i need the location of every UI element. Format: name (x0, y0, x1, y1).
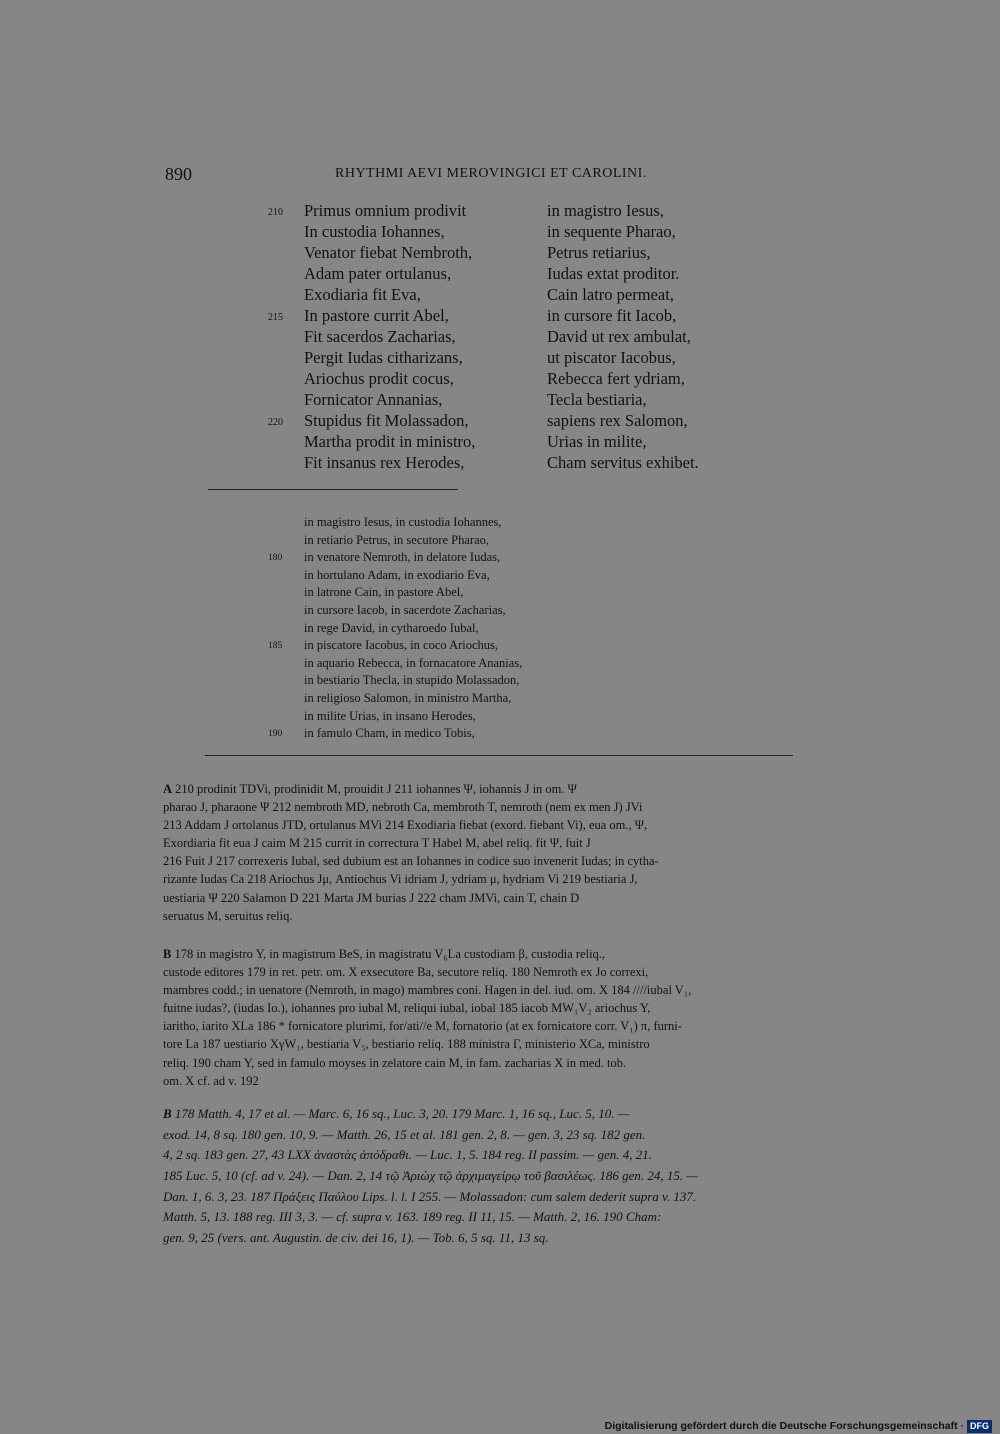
apparatus-siglum: B (163, 947, 172, 961)
digitization-footer (605, 1418, 992, 1434)
prose-line (268, 532, 608, 550)
verse-second-half: Cham servitus exhibet. (547, 453, 699, 472)
prose-text: in retiario Petrus, in secutore Pharao, (304, 532, 490, 547)
verse-line (268, 221, 768, 242)
apparatus-text: mambres codd.; in uenatore (Nemroth, in mago) mambres coni. Hagen in del. iud. om. X 184 ////iubal V₁, (163, 983, 692, 998)
apparatus-line (163, 981, 838, 999)
verse-first-half: Pergit Iudas citharizans, (304, 348, 463, 367)
running-title: RHYTHMI AEVI MEROVINGICI ET CAROLINI. (335, 166, 647, 181)
verse-line (268, 263, 768, 284)
footer-text: Digitalisierung gefördert durch die Deutsche Forschungsgemeinschaft · (604, 1420, 964, 1432)
verse-second-half: Urias in milite, (547, 432, 647, 451)
verse-line (268, 389, 768, 410)
apparatus-line (163, 852, 838, 870)
apparatus-text: gen. 9, 25 (vers. ant. Augustin. de civ. dei 16, 1). — Tob. 6, 5 sq. 11, 13 sq. (163, 1230, 549, 1246)
apparatus-text: uestiaria Ψ 220 Salamon D 221 Marta JM burias J 222 cham JMVi, cain T, chain D (163, 890, 580, 905)
apparatus-line (163, 945, 838, 963)
apparatus-line (163, 889, 838, 907)
verse-second-half: Tecla bestiaria, (547, 390, 647, 409)
line-number: 215 (268, 312, 283, 323)
running-head (165, 160, 795, 188)
prose-parallel (268, 514, 608, 743)
prose-text: in cursore Iacob, in sacerdote Zacharias, (304, 602, 506, 617)
verse-second-half: Iudas extat proditor. (547, 264, 680, 283)
verse-second-half: David ut rex ambulat, (547, 327, 691, 346)
prose-text: in magistro Iesus, in custodia Iohannes, (304, 515, 502, 529)
verse-line (268, 431, 768, 452)
apparatus-text: Matth. 5, 13. 188 reg. III 3, 3. — cf. supra v. 163. 189 reg. II 11, 15. — Matth. 2, 16. 190 Cham: (163, 1209, 662, 1225)
source-line (163, 1207, 838, 1228)
apparatus-line (163, 1072, 838, 1090)
apparatus-text: Dan. 1, 6. 3, 23. 187 Πράξεις Παύλου Lips. l. l. I 255. — Molassadon: cum salem dederit supra v. 137. (163, 1188, 697, 1204)
apparatus-text: seruatus M, seruitus reliq. (163, 908, 293, 923)
prose-text: in bestiario Thecla, in stupido Molassadon, (304, 673, 520, 688)
verse-second-half: in magistro Iesus, (547, 201, 664, 220)
prose-line (268, 602, 608, 620)
apparatus-siglum: B (163, 1106, 172, 1121)
apparatus-line (163, 1054, 838, 1072)
apparatus-text: tore La 187 uestiario XγW₁, bestiaria V₅, bestiario reliq. 188 ministra Γ, ministerio XCa, ministro (163, 1037, 650, 1052)
verse-first-half: Stupidus fit Molassadon, (304, 411, 469, 430)
verse-first-half: Primus omnium prodivit (304, 201, 467, 220)
prose-line (268, 549, 608, 567)
prose-text: in milite Urias, in insano Herodes, (304, 708, 476, 723)
apparatus-text: custode editores 179 in ret. petr. om. X exsecutore Ba, secutore reliq. 180 Nemroth ex Jo correxi, (163, 965, 649, 980)
line-number: 185 (268, 641, 283, 652)
verse-first-half: Fit sacerdos Zacharias, (304, 327, 456, 346)
verse-first-half: Adam pater ortulanus, (304, 264, 452, 283)
page-number: 890 (165, 164, 192, 184)
source-line (163, 1187, 838, 1208)
prose-text: in religioso Salomon, in ministro Martha, (304, 690, 512, 705)
prose-line (268, 584, 608, 602)
divider-rule (208, 489, 458, 490)
prose-text: in piscatore Iacobus, in coco Ariochus, (304, 638, 499, 653)
source-line (163, 1145, 838, 1166)
line-number: 190 (268, 729, 283, 740)
prose-line (268, 725, 608, 743)
apparatus-line (163, 999, 838, 1017)
apparatus-text: om. X cf. ad v. 192 (163, 1073, 259, 1088)
apparatus-line (163, 816, 838, 834)
prose-text: in venatore Nemroth, in delatore Iudas, (304, 550, 501, 565)
apparatus-line (163, 963, 838, 981)
critical-apparatus-a (163, 780, 838, 925)
line-number: 210 (268, 207, 283, 218)
apparatus-line (163, 834, 838, 852)
prose-text: in aquario Rebecca, in fornacatore Ananias, (304, 655, 523, 670)
apparatus-siglum: A (163, 782, 173, 796)
verse-line (268, 200, 768, 221)
line-number: 180 (268, 553, 283, 564)
apparatus-text: 178 in magistro Y, in magistrum BeS, in magistratu V₆La custodiam β, custodia reliq., (174, 947, 606, 961)
prose-line (268, 655, 608, 673)
prose-line (268, 637, 608, 655)
verse-first-half: Fit insanus rex Herodes, (304, 453, 465, 472)
apparatus-line (163, 780, 838, 798)
prose-text: in rege David, in cytharoedo Iubal, (304, 620, 479, 635)
source-line (163, 1104, 838, 1125)
apparatus-line (163, 870, 838, 888)
verse-second-half: Petrus retiarius, (547, 243, 651, 262)
verse-line (268, 368, 768, 389)
verse-first-half: Ariochus prodit cocus, (304, 369, 454, 388)
prose-text: in famulo Cham, in medico Tobis, (304, 726, 475, 741)
source-line (163, 1228, 838, 1249)
verse-first-half: Exodiaria fit Eva, (304, 285, 421, 304)
apparatus-text: 210 prodinit TDVi, prodinidit M, prouidit J 211 iohannes Ψ, iohannis J in om. Ψ (175, 782, 577, 796)
poem-verses (268, 200, 768, 473)
prose-line (268, 690, 608, 708)
critical-apparatus-b (163, 945, 838, 1090)
verse-line (268, 410, 768, 431)
verse-second-half: Rebecca fert ydriam, (547, 369, 685, 388)
source-references (163, 1104, 838, 1249)
verse-second-half: ut piscator Iacobus, (547, 348, 676, 367)
verse-line (268, 326, 768, 347)
dfg-logo: DFG (967, 1420, 992, 1433)
prose-line (268, 708, 608, 726)
apparatus-line (163, 1017, 838, 1035)
verse-first-half: Venator fiebat Nembroth, (304, 243, 473, 262)
prose-line (268, 514, 608, 532)
apparatus-text: pharao J, pharaone Ψ 212 nembroth MD, nebroth Ca, membroth T, nemroth (nem ex men J) JVi (163, 800, 643, 815)
verse-line (268, 305, 768, 326)
verse-first-half: Martha prodit in ministro, (304, 432, 476, 451)
apparatus-text: 178 Matth. 4, 17 et al. — Marc. 6, 16 sq., Luc. 3, 20. 179 Marc. 1, 16 sq., Luc. 5, 10. — (174, 1106, 630, 1121)
prose-line (268, 672, 608, 690)
verse-line (268, 347, 768, 368)
apparatus-text: rizante Iudas Ca 218 Ariochus Jμ, Antiochus Vi idriam J, ydriam μ, hydriam Vi 219 bestiaria J, (163, 872, 638, 887)
apparatus-text: 216 Fuit J 217 correxeris Iubal, sed dubium est an Iohannes in codice suo invenerit Iudas; in cytha- (163, 854, 659, 869)
verse-first-half: Fornicator Annanias, (304, 390, 443, 409)
source-line (163, 1125, 838, 1146)
source-line (163, 1166, 838, 1187)
apparatus-text: 4, 2 sq. 183 gen. 27, 43 LXX ἀναστὰς ἀπόδραθι. — Luc. 1, 5. 184 reg. II passim. — gen. 4, 21. (163, 1147, 652, 1163)
prose-text: in latrone Cain, in pastore Abel, (304, 585, 464, 600)
divider-rule (205, 755, 793, 756)
verse-second-half: sapiens rex Salomon, (547, 411, 688, 430)
verse-line (268, 284, 768, 305)
prose-line (268, 567, 608, 585)
verse-line (268, 452, 768, 473)
verse-second-half: in cursore fit Iacob, (547, 306, 677, 325)
apparatus-text: iaritho, iarito XLa 186 * fornicatore plurimi, for/ati//e M, fornatorio (at ex fornicatore corr. V₁) π, furni- (163, 1019, 682, 1034)
apparatus-line (163, 907, 838, 925)
apparatus-line (163, 1035, 838, 1053)
apparatus-text: reliq. 190 cham Y, sed in famulo moyses in zelatore cain M, in fam. zacharias X in med. tob. (163, 1055, 627, 1070)
prose-text: in hortulano Adam, in exodiario Eva, (304, 567, 490, 582)
verse-first-half: In pastore currit Abel, (304, 306, 449, 325)
verse-line (268, 242, 768, 263)
verse-first-half: In custodia Iohannes, (304, 222, 445, 241)
verse-second-half: in sequente Pharao, (547, 222, 676, 241)
apparatus-text: Exordiaria fit eua J caim M 215 currit in correctura T Habel M, abel reliq. fit Ψ, fuit J (163, 836, 591, 851)
apparatus-text: 185 Luc. 5, 10 (cf. ad v. 24). — Dan. 2, 14 τῷ Ἀριὼχ τῷ ἀρχιμαγείρῳ τοῦ βασιλέως. 186 gen. 24, 15. — (163, 1168, 698, 1184)
line-number: 220 (268, 417, 283, 428)
verse-second-half: Cain latro permeat, (547, 285, 674, 304)
apparatus-text: fuitne iudas?, (iudas Io.), iohannes pro iubal M, reliqui iubal, iobal 185 iacob MW₁V₂ ariochus Y, (163, 1001, 651, 1016)
apparatus-line (163, 798, 838, 816)
apparatus-text: exod. 14, 8 sq. 180 gen. 10, 9. — Matth. 26, 15 et al. 181 gen. 2, 8. — gen. 3, 23 sq. 182 gen. (163, 1126, 646, 1142)
prose-line (268, 620, 608, 638)
apparatus-text: 213 Addam J ortolanus JTD, ortulanus MVi 214 Exodiaria fiebat (exord. fiebant Vi), eua om., Ψ, (163, 818, 648, 833)
